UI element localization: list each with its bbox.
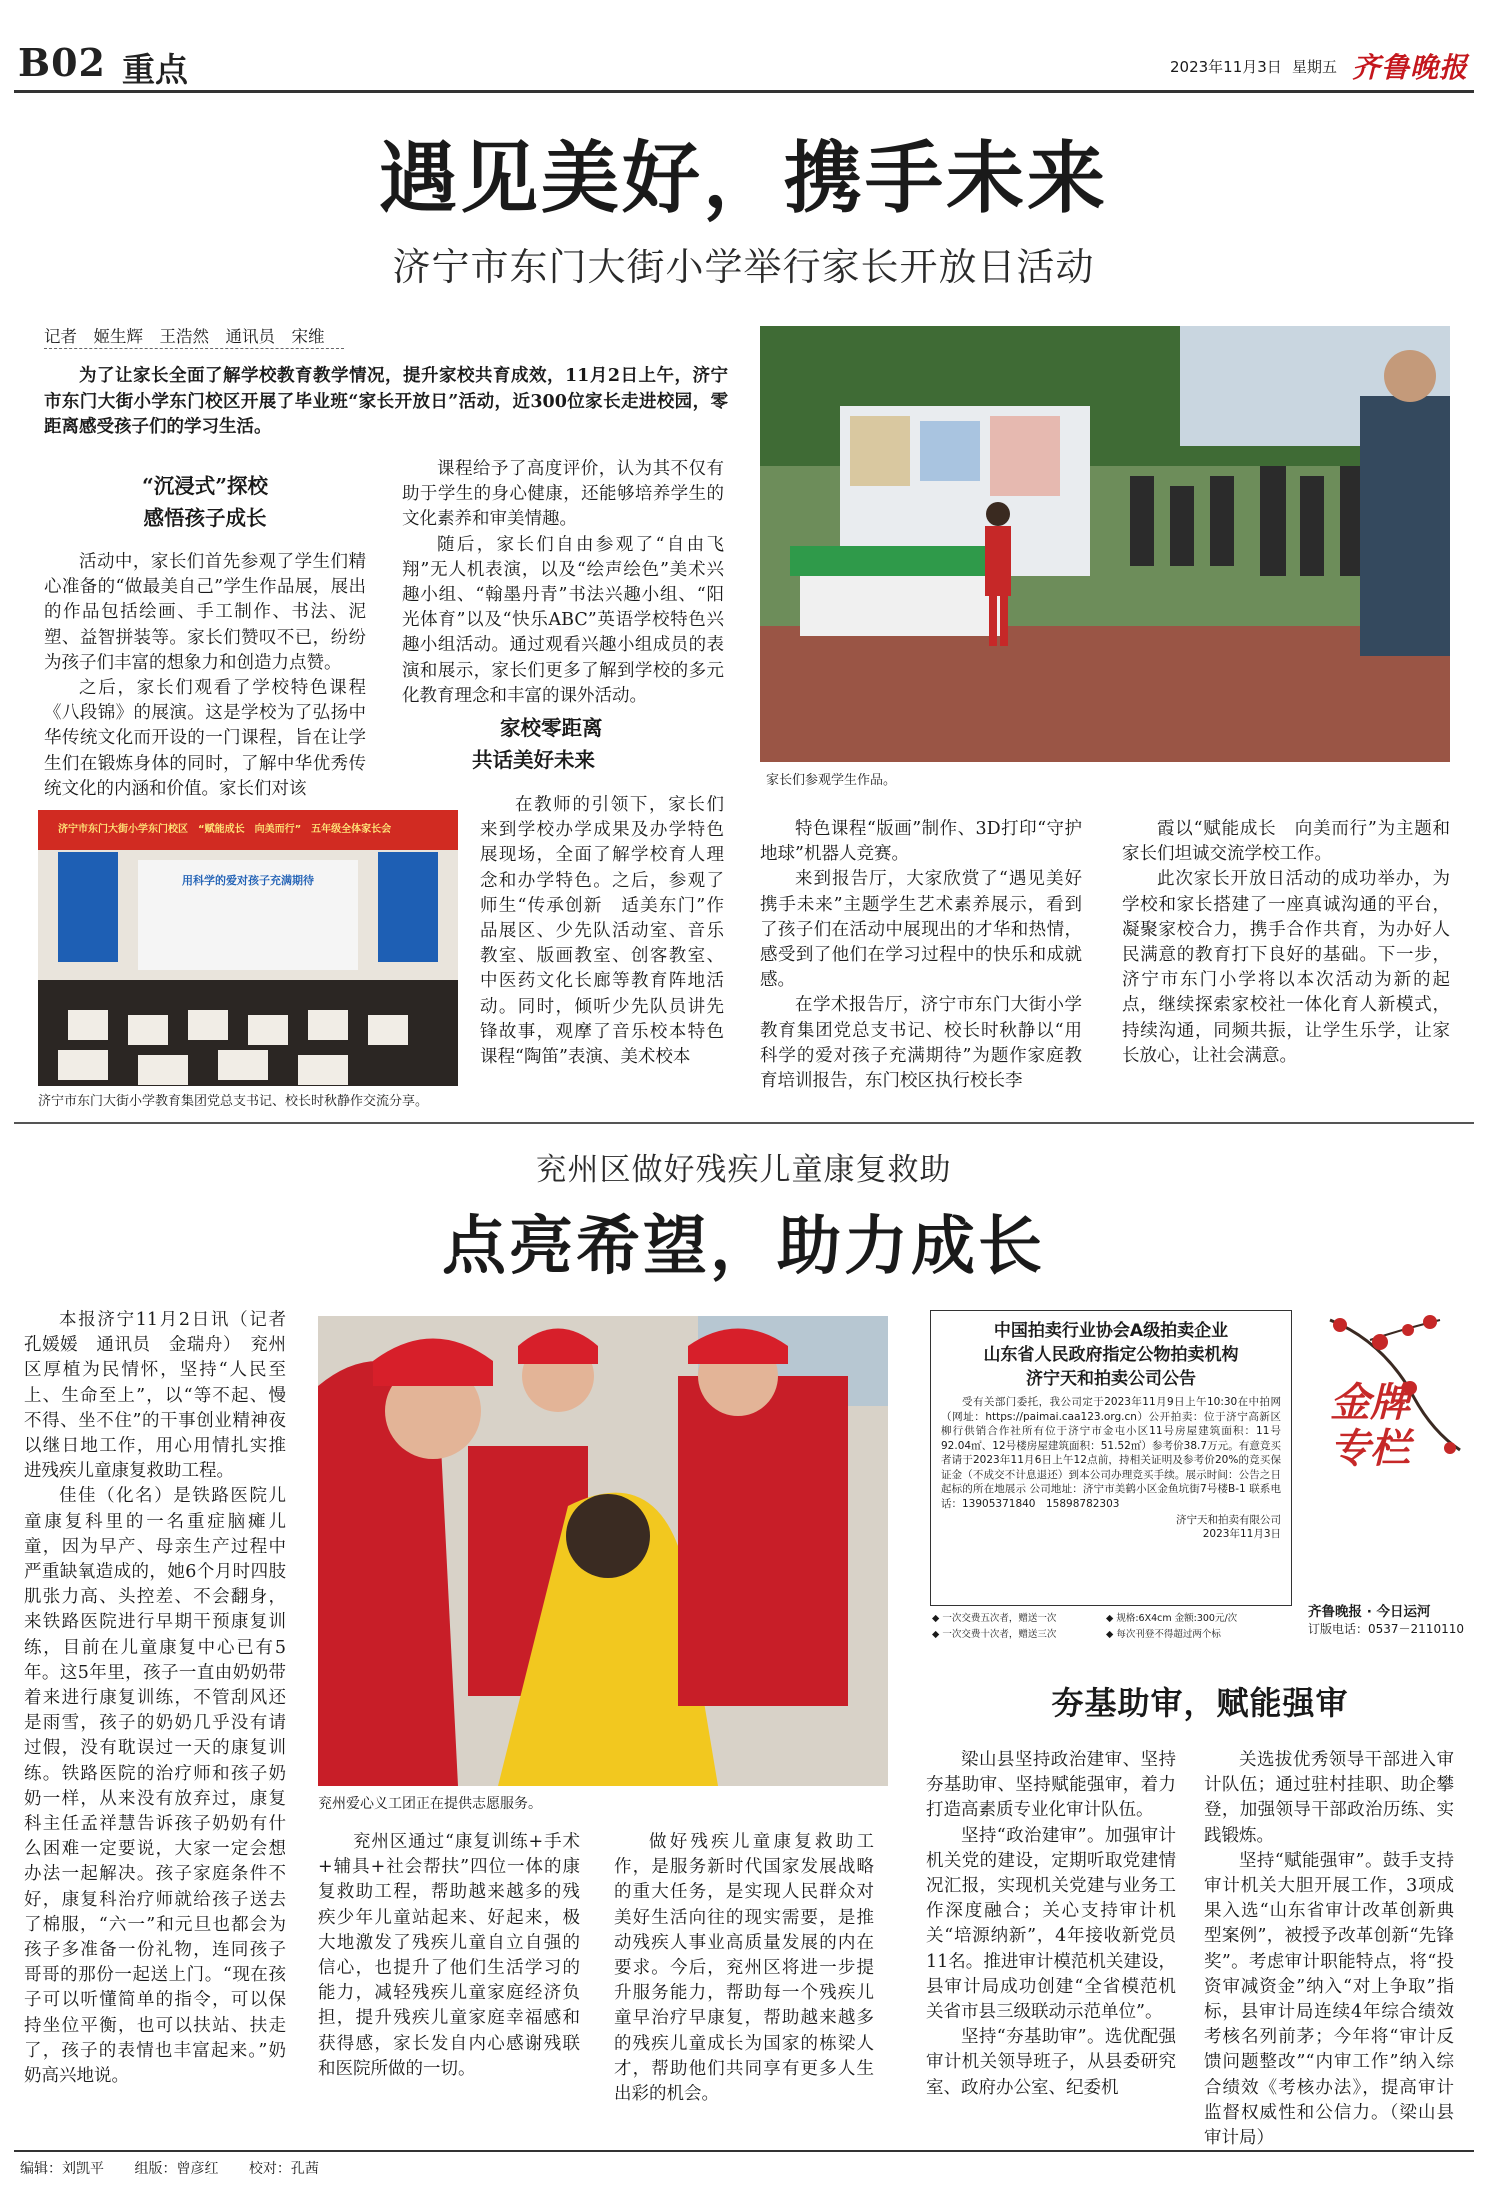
article1-col2b [480,793,724,1070]
byline-rule [44,348,344,349]
ad-foot1b: ◆ 规格:6X4cm 金额:300元/次 [1106,1613,1238,1624]
paragraph: 关选拔优秀领导干部进入审计队伍；通过驻村挂职、助企攀登，加强领导干部政治历练、实践锻炼。 [1204,1750,1454,1846]
article3-col2 [1204,1748,1454,2151]
photo-parents-viewing-works [760,326,1450,762]
article1-subhead2 [472,712,722,776]
ad-foot1a: ◆ 一次交费五次者，赠送一次 [932,1613,1057,1624]
paragraph: 特色课程“版画”制作、3D打印“守护地球”机器人竞赛。 [760,819,1082,865]
ad-foot2b: ◆ 每次刊登不得超过两个标 [1106,1629,1221,1640]
photo-volunteers-service [318,1316,888,1786]
column-name: 金牌专栏 [1330,1379,1410,1472]
ad-phone: 订版电话：0537－2110110 [1308,1622,1464,1636]
photo1-caption: 家长们参观学生作品。 [766,773,897,788]
subhead1-line1: “沉浸式”探校 [141,474,269,498]
article1-lead: 为了让家长全面了解学校教育教学情况，提升家校共育成效，11月2日上午，济宁市东门大街小学东门校区开展了毕业班“家长开放日”活动，近300位家长走进校园，零距离感受孩子们的学习生活。 [44,366,728,437]
footer-proof: 校对：孔茜 [248,2161,319,2177]
paragraph: 活动中，家长们首先参观了学生们精心准备的“做最美自己”学生作品展，展出的作品包括绘画、手工制作、书法、泥塑、益智拼装等。家长们赞叹不已，纷纷为孩子们丰富的想象力和创造力点赞。 [44,552,366,673]
paragraph: 本报济宁11月2日讯（记者 孔媛媛 通讯员 金瑞舟） 兖州区厚植为民情怀，坚持“人民至上、生命至上”，以“等不起、慢不得、坐不住”的干事创业精神夜以继日地工作，用心用情扎实推进残疾儿童康复救助工程。 [24,1310,304,1482]
issue-weekday: 星期五 [1292,58,1338,76]
footer-credits [20,2158,319,2178]
article2-col1 [24,1308,304,2089]
ad-signer: 济宁天和拍卖有限公司 [1176,1514,1281,1526]
paragraph: 课程给予了高度评价，认为其不仅有助于学生的身心健康，还能够培养学生的文化素养和审美情趣。 [402,459,724,530]
ad-body: 受有关部门委托，我公司定于2023年11月9日上午10:30在中拍网（网址：https://paimai.caa123.org.cn）公开拍卖：位于济宁高新区柳行供销合作社所有位于济宁市金屯小区11号房屋建筑面积：11号92.04㎡、12号楼房屋建筑面积：51.52㎡）参考价38.7万元。有意竞买者请于2023年11月6日上午12点前，持相关证明及参考价20%的竞买保证金（不成交不计息退还）到本公司办理竞买手续。展示时间：公告之日起标的所在地展示 公司地址：济宁市美鹤小区金鱼坑街7号楼B-1 联系电话：13905371840 15898782303 [941,1396,1281,1510]
section-name: 重点 [122,50,188,89]
article2-title: 点亮希望，助力成长 [442,1209,1045,1284]
photo2-caption: 济宁市东门大街小学教育集团党总支书记、校长时秋静作交流分享。 [38,1094,429,1109]
article1-col4 [1122,817,1450,1069]
page-header [0,0,1487,89]
paragraph: 此次家长开放日活动的成功举办，为学校和家长搭建了一座真诚沟通的平台，凝聚家校合力，携手合作共育，为办好人民满意的教育打下良好的基础。下一步，济宁市东门小学将以本次活动为新的起点，继续探索家校社一体化育人新模式，持续沟通，同频共振，让学生乐学，让家长放心，让社会满意。 [1122,869,1450,1066]
issue-date: 2023年11月3日 [1170,58,1282,76]
paragraph: 在教师的引领下，家长们来到学校办学成果及办学特色展现场，全面了解学校育人理念和办学特色。之后，参观了师生“传承创新 适美东门”作品展区、少先队活动室、音乐教室、版画教室、创客教室、中医药文化长廊等教育阵地活动。同时，倾听少先队员讲先锋故事，观摩了音乐校本特色课程“陶笛”表演、美术校本 [480,795,724,1068]
paragraph: 之后，家长们观看了学校特色课程《八段锦》的展演。这是学校为了弘扬中华传统文化而开设的一门课程，旨在让学生们在锻炼身体的同时，了解中华优秀传统文化的内涵和价值。家长们对该 [44,678,366,799]
auction-advertisement [930,1300,1466,1640]
paper-logo: 齐鲁晚报 [1352,51,1469,84]
ad-foot2a: ◆ 一次交费十次者，赠送三次 [932,1629,1057,1640]
ad-line1: 中国拍卖行业协会A级拍卖企业 [993,1321,1229,1341]
ad-line3: 济宁天和拍卖公司公告 [1026,1369,1196,1389]
photo-principal-sharing [38,810,458,1086]
section-divider [14,1122,1474,1124]
article1-title: 遇见美好，携手未来 [378,133,1108,224]
paragraph: 来到报告厅，大家欣赏了“遇见美好 携手未来”主题学生艺术素养展示，看到了孩子们在活动中展现出的才华和热情，感受到了他们在学习过程中的快乐和成就感。 [760,869,1100,991]
paragraph: 做好残疾儿童康复救助工作，是服务新时代国家发展战略的重大任务，是实现人民群众对美好生活向往的现实需要，是推动残疾人事业高质量发展的内在要求。今后，兖州区将进一步提升服务能力，帮助每一个残疾儿童早治疗早康复，帮助越来越多的残疾儿童成长为国家的栋梁人才，帮助他们共同享有更多人生出彩的机会。 [614,1832,874,2105]
paragraph: 佳佳（化名）是铁路医院儿童康复科里的一名重症脑瘫儿童，因为早产、母亲生产过程中严重缺氧造成的，她6个月时四肢肌张力高、头控差、不会翻身，来铁路医院进行早期干预康复训练，目前在儿童康复中心已有5年。这5年里，孩子一直由奶奶带着来进行康复训练，不管刮风还是雨雪，孩子的奶奶几乎没有请过假，没有耽误过一天的康复训练。铁路医院的治疗师和孩子奶奶一样，从来没有放弃过，康复科主任孟祥慧告诉孩子奶奶有什么困难一定要说，大家一定会想办法一起解决。孩子家庭条件不好，康复科治疗师就给孩子送去了棉服，“六一”和元旦也都会为孩子多准备一份礼物，连同孩子哥哥的那份一起送上门。“现在孩子可以听懂简单的指令，可以保持坐位平衡，也可以扶站、扶走了，孩子的表情也丰富起来。”奶奶高兴地说。 [24,1486,286,2087]
article1-col2 [402,457,724,709]
footer-layout: 组版：曾彦红 [134,2161,219,2177]
subhead1-line2: 感悟孩子成长 [143,506,267,530]
header-rule [14,90,1474,93]
photo2-banner: 济宁市东门大街小学东门校区 “赋能成长 向美而行” 五年级全体家长会 [58,824,392,835]
article2-col2 [318,1830,580,2082]
article1-subhead1 [44,470,366,534]
ad-brand: 齐鲁晚报 · 今日运河 [1308,1604,1431,1620]
paragraph: 在学术报告厅，济宁市东门大街小学教育集团党总支书记、校长时秋静以“用科学的爱对孩子充满期待”为题作家庭教育培训报告，东门校区执行校长李 [760,995,1082,1092]
footer-rule [14,2150,1474,2152]
paragraph: 梁山县坚持政治建审、坚持夯基助审、坚持赋能强审，着力打造高素质专业化审计队伍。 [926,1750,1176,1821]
ad-line2: 山东省人民政府指定公物拍卖机构 [983,1345,1239,1365]
paragraph: 坚持“赋能强审”。鼓手支持审计机关大胆开展工作，3项成果入选“山东省审计改革创新典型案例”，被授予改革创新“先锋奖”。考虑审计职能特点，将“投资审减资金”纳入“对上争取”指标，县审计局连续4年综合绩效考核名列前茅；今年将“审计反馈问题整改”“内审工作”纳入综合绩效《考核办法》，提高审计监督权威性和公信力。（梁山县审计局） [1204,1850,1454,2149]
article1-col1 [44,550,366,802]
photo2-screen-text: 用科学的爱对孩子充满期待 [182,874,314,887]
page-number: B02 [18,40,106,85]
article3-title: 夯基助审，赋能强审 [1051,1684,1349,1722]
article2-kicker: 兖州区做好残疾儿童康复救助 [535,1152,952,1188]
article1-subtitle: 济宁市东门大街小学举行家长开放日活动 [392,245,1095,289]
subhead2-line2: 共话美好未来 [472,748,595,772]
article2-photo-caption: 兖州爱心义工团正在提供志愿服务。 [318,1796,542,1812]
article2-col3 [614,1830,874,2107]
paragraph: 兖州区通过“康复训练+手术+辅具+社会帮扶”四位一体的康复救助工程，帮助越来越多的残疾少年儿童站起来、好起来，极大地激发了残疾儿童自立自强的信心，也提升了他们生活学习的能力，减轻残疾儿童家庭经济负担，提升残疾儿童家庭幸福感和获得感，家长发自内心感谢残联和医院所做的一切。 [318,1832,580,2079]
article1-byline: 记者 姬生辉 王浩然 通讯员 宋维 [44,327,325,346]
article3-col1 [926,1748,1176,2101]
footer-editor: 编辑：刘凯平 [20,2161,104,2177]
subhead2-line1: 家校零距离 [500,716,603,740]
ad-notice-box [930,1310,1292,1606]
ad-date: 2023年11月3日 [1202,1528,1281,1540]
paragraph: 随后，家长们自由参观了“自由飞翔”无人机表演，以及“绘声绘色”美术兴趣小组、“翰墨丹青”书法兴趣小组、“阳光体育”以及“快乐ABC”英语学校特色兴趣小组活动。通过观看兴趣小组成员的表演和展示，家长们更多了解到学校的多元化教育理念和丰富的课外活动。 [402,534,724,706]
paragraph: 坚持“夯基助审”。选优配强审计机关领导班子，从县委研究室、政府办公室、纪委机 [926,2027,1176,2098]
paragraph: 霞以“赋能成长 向美而行”为主题和家长们坦诚交流学校工作。 [1122,819,1450,865]
article1-col3 [760,817,1100,1094]
paragraph: 坚持“政治建审”。加强审计机关党的建设，定期听取党建情况汇报，实现机关党建与业务工作深度融合；关心支持审计机关“培源纳新”，4年接收新党员11名。推进审计模范机关建设，县审计局成功创建“全省模范机关省市县三级联动示范单位”。 [926,1825,1176,2023]
